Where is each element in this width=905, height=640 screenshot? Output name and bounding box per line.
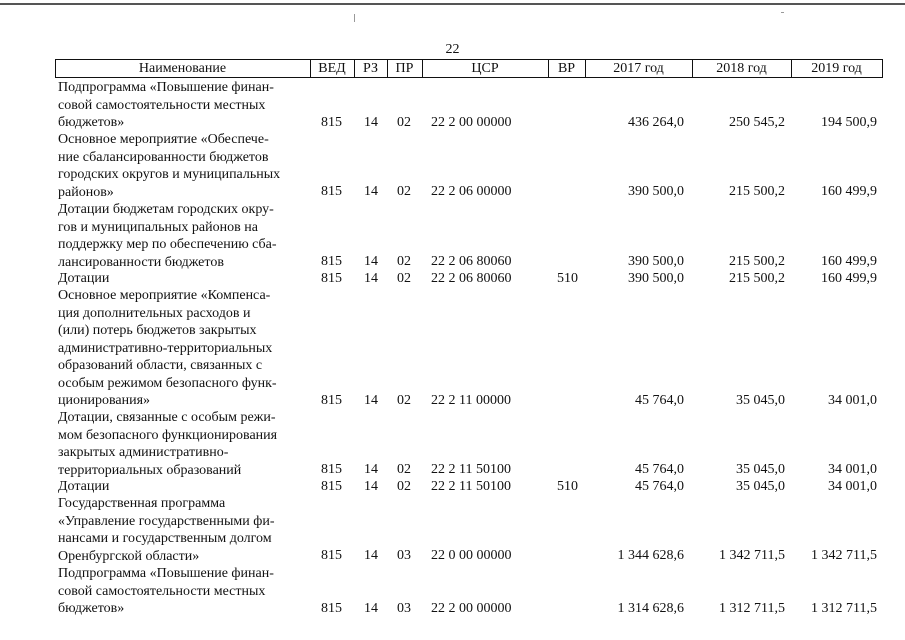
row-ved: 815 (321, 479, 342, 494)
row-csr: 22 2 00 00000 (431, 115, 512, 130)
row-rz: 14 (364, 271, 378, 286)
row-pr: 02 (397, 393, 411, 408)
row-ved: 815 (321, 393, 342, 408)
row-2018: 35 045,0 (736, 462, 785, 477)
row-name: Дотации (58, 479, 110, 494)
row-csr: 22 2 11 50100 (431, 479, 511, 494)
row-2019: 160 499,9 (821, 184, 877, 199)
row-ved: 815 (321, 254, 342, 269)
row-2017: 390 500,0 (628, 254, 684, 269)
row-rz: 14 (364, 115, 378, 130)
header-vr: ВР (557, 61, 576, 76)
row-rz: 14 (364, 184, 378, 199)
column-divider (882, 59, 883, 78)
row-2017: 390 500,0 (628, 184, 684, 199)
row-rz: 14 (364, 601, 378, 616)
row-pr: 02 (397, 115, 411, 130)
row-name: Дотации (58, 271, 110, 286)
row-vr: 510 (557, 271, 578, 286)
row-name: Подпрограмма «Повышение финан- совой самостоятельности местных бюджетов» (58, 566, 274, 616)
row-2018: 35 045,0 (736, 479, 785, 494)
row-2017: 45 764,0 (635, 393, 684, 408)
row-pr: 02 (397, 462, 411, 477)
row-pr: 02 (397, 184, 411, 199)
scan-top-edge (0, 3, 905, 5)
row-csr: 22 2 00 00000 (431, 601, 512, 616)
header-2018: 2018 год (716, 61, 767, 76)
row-csr: 22 2 11 50100 (431, 462, 511, 477)
row-csr: 22 2 06 80060 (431, 271, 512, 286)
row-2019: 34 001,0 (828, 479, 877, 494)
row-pr: 03 (397, 601, 411, 616)
row-2019: 1 312 711,5 (811, 601, 877, 616)
row-pr: 03 (397, 548, 411, 563)
row-csr: 22 2 06 00000 (431, 184, 512, 199)
row-csr: 22 2 11 00000 (431, 393, 511, 408)
row-rz: 14 (364, 254, 378, 269)
row-csr: 22 2 06 80060 (431, 254, 512, 269)
row-rz: 14 (364, 479, 378, 494)
row-name: Основное мероприятие «Компенса- ция дополнительных расходов и (или) потерь бюджетов закрытых административно-территориальных образований области, связанных с особым режимом безопасного функ- ционирования» (58, 288, 277, 408)
row-csr: 22 0 00 00000 (431, 548, 512, 563)
row-name: Подпрограмма «Повышение финан- совой самостоятельности местных бюджетов» (58, 80, 274, 130)
header-ved: ВЕД (318, 61, 346, 76)
row-ved: 815 (321, 462, 342, 477)
row-2019: 34 001,0 (828, 462, 877, 477)
page-number: 22 (445, 42, 460, 57)
row-2019: 34 001,0 (828, 393, 877, 408)
row-2018: 35 045,0 (736, 393, 785, 408)
row-rz: 14 (364, 462, 378, 477)
row-2018: 1 342 711,5 (719, 548, 785, 563)
row-2017: 390 500,0 (628, 271, 684, 286)
row-ved: 815 (321, 184, 342, 199)
row-pr: 02 (397, 271, 411, 286)
header-rz: РЗ (363, 61, 378, 76)
row-name: Дотации, связанные с особым режи- мом безопасного функционирования закрытых административно- территориальных образований (58, 410, 278, 478)
row-2017: 1 314 628,6 (617, 601, 684, 616)
row-rz: 14 (364, 393, 378, 408)
row-2017: 436 264,0 (628, 115, 684, 130)
row-vr: 510 (557, 479, 578, 494)
row-ved: 815 (321, 271, 342, 286)
header-2019: 2019 год (811, 61, 862, 76)
row-2018: 215 500,2 (729, 271, 785, 286)
header-csr: ЦСР (471, 61, 499, 76)
row-name: Основное мероприятие «Обеспече- ние сбалансированности бюджетов городских округов и муниципальных районов» (58, 132, 281, 200)
row-2017: 45 764,0 (635, 479, 684, 494)
row-2018: 215 500,2 (729, 184, 785, 199)
row-2018: 1 312 711,5 (719, 601, 785, 616)
row-2017: 1 344 628,6 (617, 548, 684, 563)
row-pr: 02 (397, 479, 411, 494)
row-name: Государственная программа «Управление государственными фи- нансами и государственным долгом Оренбургской области» (58, 496, 275, 564)
row-name: Дотации бюджетам городских окру- гов и муниципальных районов на поддержку мер по обеспечению сба- лансированности бюджетов (58, 202, 277, 270)
row-pr: 02 (397, 254, 411, 269)
row-2019: 160 499,9 (821, 254, 877, 269)
row-ved: 815 (321, 548, 342, 563)
row-ved: 815 (321, 601, 342, 616)
scan-speck (354, 14, 355, 22)
row-2018: 250 545,2 (729, 115, 785, 130)
row-ved: 815 (321, 115, 342, 130)
row-2018: 215 500,2 (729, 254, 785, 269)
row-2019: 1 342 711,5 (811, 548, 877, 563)
row-2019: 194 500,9 (821, 115, 877, 130)
row-rz: 14 (364, 548, 378, 563)
header-name: Наименование (138, 61, 227, 76)
row-2019: 160 499,9 (821, 271, 877, 286)
header-2017: 2017 год (613, 61, 664, 76)
header-pr: ПР (395, 61, 414, 76)
row-2017: 45 764,0 (635, 462, 684, 477)
scan-speck (781, 12, 784, 13)
